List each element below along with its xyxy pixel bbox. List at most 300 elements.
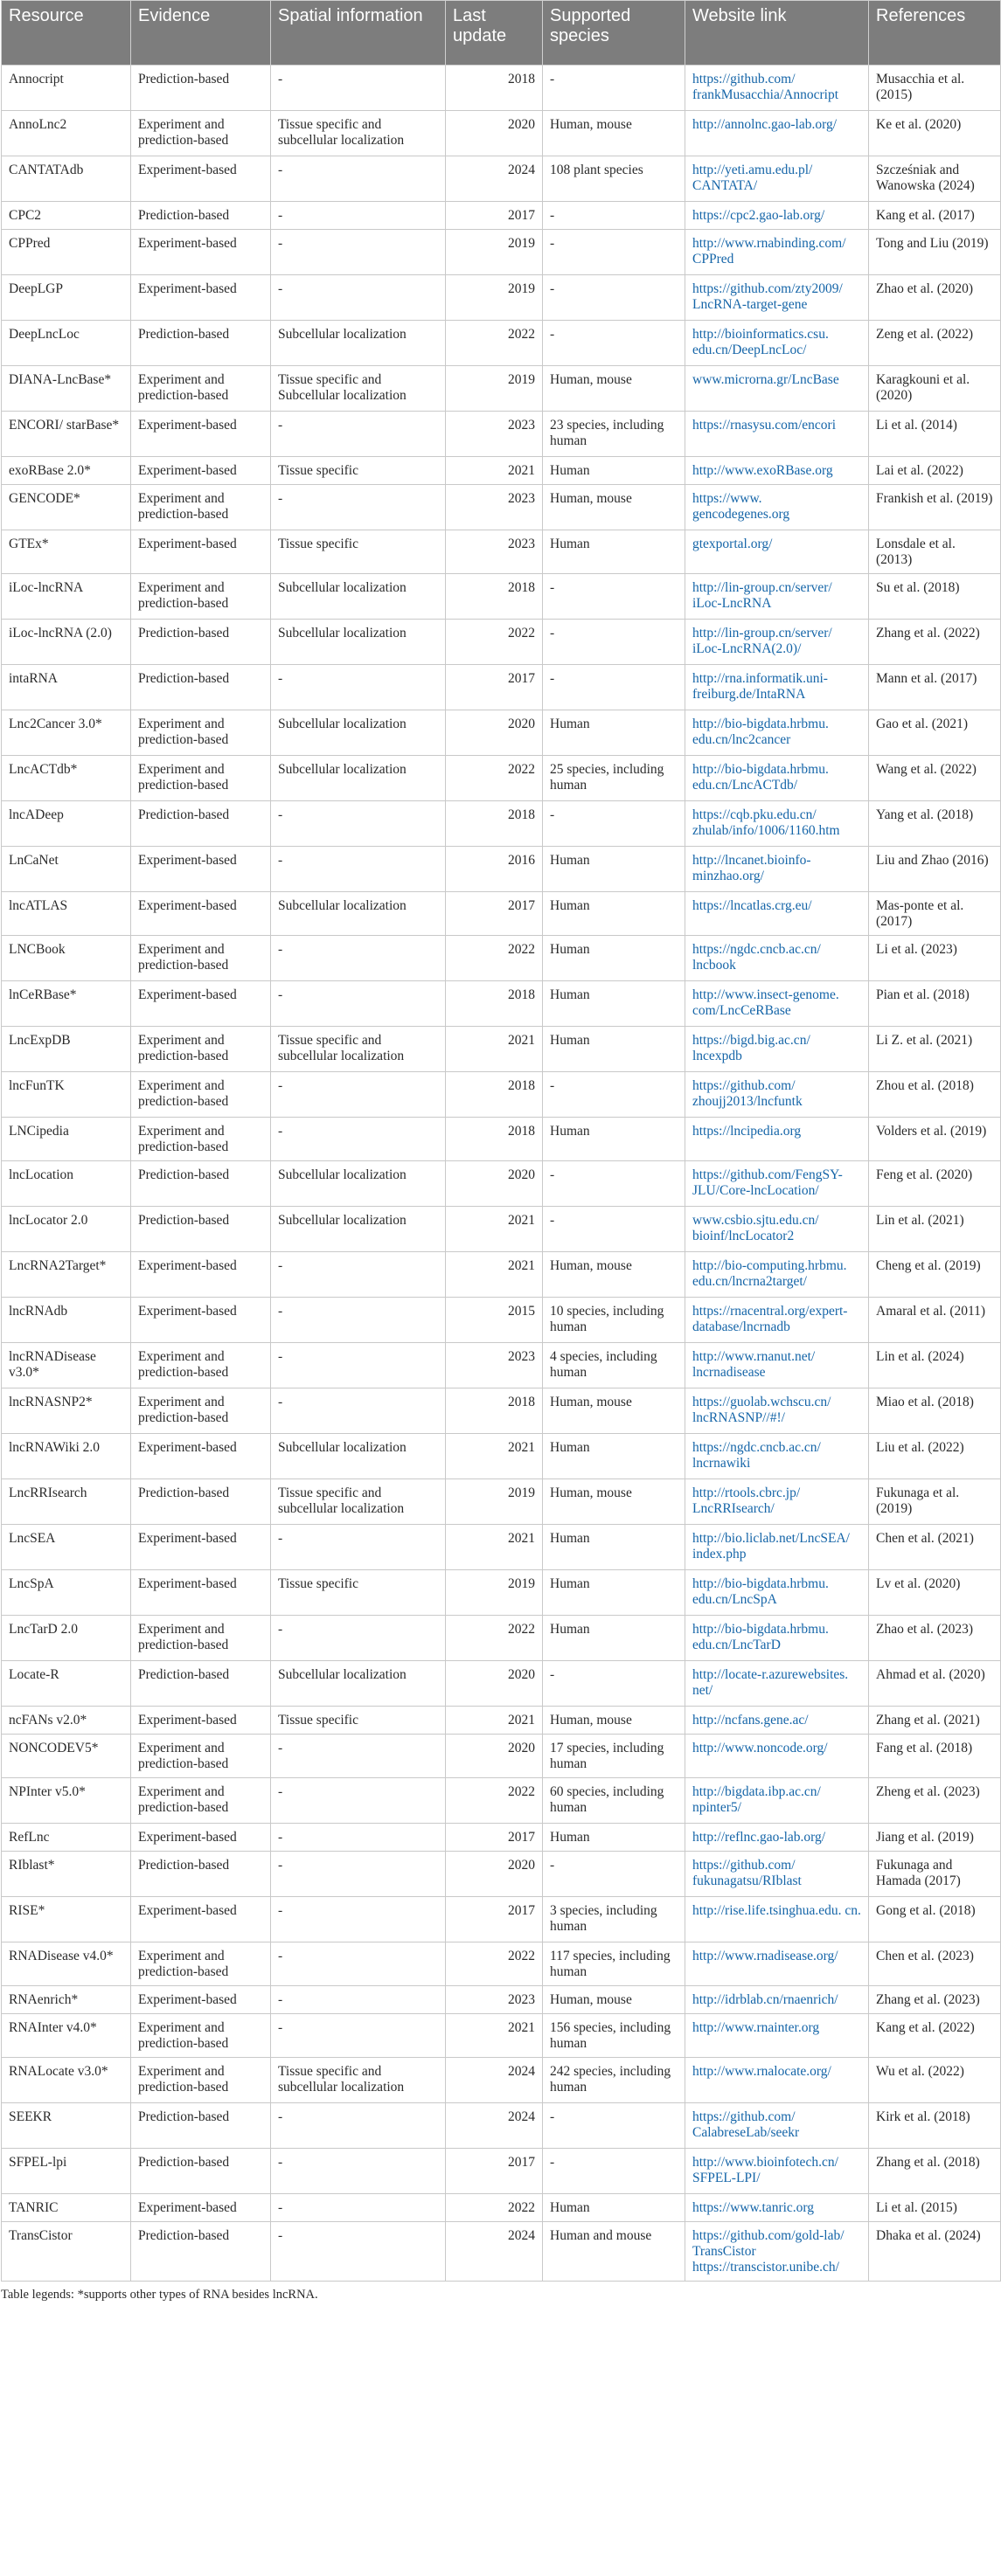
website-link-cell[interactable]: https://www. gencodegenes.org: [685, 485, 869, 530]
resource-cell: lncFunTK: [2, 1072, 131, 1118]
supported-species-cell: Human, mouse: [543, 1252, 685, 1298]
table-row: [2, 156, 1001, 202]
website-link-cell[interactable]: http://www.insect-genome. com/LncCeRBase: [685, 981, 869, 1027]
website-link-cell[interactable]: http://locate-r.azurewebsites. net/: [685, 1661, 869, 1707]
website-link-cell[interactable]: https://github.com/zty2009/ LncRNA-target-gene: [685, 275, 869, 321]
references-cell: Musacchia et al. (2015): [869, 66, 1001, 111]
last-update-cell: 2020: [446, 111, 543, 156]
website-link-cell[interactable]: http://reflnc.gao-lab.org/: [685, 1824, 869, 1852]
last-update-cell: 2021: [446, 457, 543, 485]
table-row: [2, 892, 1001, 936]
table-row: [2, 1707, 1001, 1735]
table-row: [2, 710, 1001, 756]
supported-species-cell: Human, mouse: [543, 485, 685, 530]
references-cell: Fukunaga and Hamada (2017): [869, 1852, 1001, 1897]
last-update-cell: 2021: [446, 1707, 543, 1735]
website-link-cell[interactable]: https://github.com/ zhoujj2013/lncfuntk: [685, 1072, 869, 1118]
supported-species-cell: Human: [543, 1027, 685, 1072]
website-link-cell[interactable]: gtexportal.org/: [685, 530, 869, 574]
table-legend: Table legends: *supports other types of RNA besides lncRNA.: [1, 2288, 318, 2302]
resource-cell: LncExpDB: [2, 1027, 131, 1072]
last-update-cell: 2018: [446, 1072, 543, 1118]
table-row: [2, 1616, 1001, 1661]
evidence-cell: Experiment and prediction-based: [131, 756, 271, 801]
last-update-cell: 2018: [446, 574, 543, 620]
last-update-cell: 2019: [446, 366, 543, 412]
last-update-cell: 2022: [446, 1942, 543, 1986]
references-cell: Cheng et al. (2019): [869, 1252, 1001, 1298]
references-cell: Zhang et al. (2022): [869, 620, 1001, 665]
website-link-cell[interactable]: http://bio-bigdata.hrbmu. edu.cn/LncSpA: [685, 1570, 869, 1616]
spatial-information-cell: -: [271, 801, 446, 847]
resource-cell: RNADisease v4.0*: [2, 1942, 131, 1986]
table-row: [2, 1897, 1001, 1942]
website-link-cell[interactable]: http://www.rnalocate.org/: [685, 2058, 869, 2103]
evidence-cell: Experiment and prediction-based: [131, 111, 271, 156]
evidence-cell: Experiment-based: [131, 1986, 271, 2014]
evidence-cell: Experiment-based: [131, 2194, 271, 2222]
resource-cell: NONCODEV5*: [2, 1735, 131, 1778]
last-update-cell: 2020: [446, 1735, 543, 1778]
evidence-cell: Experiment-based: [131, 1824, 271, 1852]
evidence-cell: Experiment and prediction-based: [131, 1027, 271, 1072]
table-row: [2, 202, 1001, 230]
last-update-cell: 2021: [446, 1207, 543, 1252]
table-row: [2, 665, 1001, 710]
last-update-cell: 2022: [446, 321, 543, 366]
last-update-cell: 2023: [446, 485, 543, 530]
supported-species-cell: Human, mouse: [543, 1388, 685, 1434]
spatial-information-cell: Subcellular localization: [271, 1661, 446, 1707]
evidence-cell: Prediction-based: [131, 202, 271, 230]
spatial-information-cell: Tissue specific: [271, 1570, 446, 1616]
website-link-cell[interactable]: http://ncfans.gene.ac/: [685, 1707, 869, 1735]
supported-species-cell: -: [543, 2103, 685, 2149]
evidence-cell: Experiment-based: [131, 1525, 271, 1570]
website-link-cell[interactable]: http://idrblab.cn/rnaenrich/: [685, 1986, 869, 2014]
website-link-cell[interactable]: https://github.com/ CalabreseLab/seekr: [685, 2103, 869, 2149]
table-row: [2, 756, 1001, 801]
table-row: [2, 66, 1001, 111]
spatial-information-cell: -: [271, 66, 446, 111]
supported-species-cell: -: [543, 801, 685, 847]
last-update-cell: 2020: [446, 710, 543, 756]
evidence-cell: Prediction-based: [131, 1207, 271, 1252]
spatial-information-cell: -: [271, 2014, 446, 2058]
evidence-cell: Experiment and prediction-based: [131, 936, 271, 981]
supported-species-cell: -: [543, 1661, 685, 1707]
header-resource: Resource: [2, 1, 131, 66]
resource-cell: LncACTdb*: [2, 756, 131, 801]
references-cell: Lonsdale et al. (2013): [869, 530, 1001, 574]
website-link-cell[interactable]: http://www.rnainter.org: [685, 2014, 869, 2058]
table-row: [2, 981, 1001, 1027]
resource-cell: TransCistor: [2, 2222, 131, 2282]
table-row: [2, 574, 1001, 620]
references-cell: Kang et al. (2022): [869, 2014, 1001, 2058]
resource-cell: Annocript: [2, 66, 131, 111]
resource-cell: AnnoLnc2: [2, 111, 131, 156]
last-update-cell: 2021: [446, 2014, 543, 2058]
supported-species-cell: -: [543, 1207, 685, 1252]
evidence-cell: Experiment and prediction-based: [131, 1735, 271, 1778]
website-link-cell[interactable]: https://rnacentral.org/expert- database/lncrnadb: [685, 1298, 869, 1343]
table-row: [2, 1207, 1001, 1252]
supported-species-cell: Human: [543, 892, 685, 936]
header-website-link: Website link: [685, 1, 869, 66]
spatial-information-cell: Tissue specific: [271, 457, 446, 485]
website-link-cell[interactable]: https://bigd.big.ac.cn/ lncexpdb: [685, 1027, 869, 1072]
references-cell: Lai et al. (2022): [869, 457, 1001, 485]
resource-cell: RNAInter v4.0*: [2, 2014, 131, 2058]
supported-species-cell: Human: [543, 1616, 685, 1661]
spatial-information-cell: Subcellular localization: [271, 710, 446, 756]
last-update-cell: 2020: [446, 1161, 543, 1207]
last-update-cell: 2019: [446, 1570, 543, 1616]
evidence-cell: Prediction-based: [131, 665, 271, 710]
resource-cell: DIANA-LncBase*: [2, 366, 131, 412]
last-update-cell: 2017: [446, 1897, 543, 1942]
last-update-cell: 2017: [446, 665, 543, 710]
supported-species-cell: Human: [543, 847, 685, 892]
supported-species-cell: Human, mouse: [543, 1986, 685, 2014]
spatial-information-cell: -: [271, 2103, 446, 2149]
references-cell: Kirk et al. (2018): [869, 2103, 1001, 2149]
supported-species-cell: -: [543, 202, 685, 230]
website-link-cell[interactable]: http://www.exoRBase.org: [685, 457, 869, 485]
last-update-cell: 2022: [446, 1778, 543, 1824]
resource-cell: lncLocation: [2, 1161, 131, 1207]
evidence-cell: Experiment and prediction-based: [131, 2058, 271, 2103]
table-row: [2, 1525, 1001, 1570]
website-link-cell[interactable]: https://www.tanric.org: [685, 2194, 869, 2222]
supported-species-cell: -: [543, 1161, 685, 1207]
evidence-cell: Experiment-based: [131, 156, 271, 202]
references-cell: Ahmad et al. (2020): [869, 1661, 1001, 1707]
website-link-cell[interactable]: https://lncatlas.crg.eu/: [685, 892, 869, 936]
website-link-cell[interactable]: https://rnasysu.com/encori: [685, 412, 869, 457]
references-cell: Feng et al. (2020): [869, 1161, 1001, 1207]
spatial-information-cell: Subcellular localization: [271, 620, 446, 665]
spatial-information-cell: Subcellular localization: [271, 756, 446, 801]
evidence-cell: Experiment-based: [131, 275, 271, 321]
spatial-information-cell: -: [271, 1388, 446, 1434]
spatial-information-cell: Tissue specific and subcellular localization: [271, 1027, 446, 1072]
website-link-cell[interactable]: http://lin-group.cn/server/ iLoc-LncRNA: [685, 574, 869, 620]
references-cell: Lv et al. (2020): [869, 1570, 1001, 1616]
website-link-cell[interactable]: http://www.rnabinding.com/ CPPred: [685, 230, 869, 275]
references-cell: Liu et al. (2022): [869, 1434, 1001, 1479]
website-link-cell[interactable]: http://www.noncode.org/: [685, 1735, 869, 1778]
last-update-cell: 2018: [446, 1388, 543, 1434]
last-update-cell: 2023: [446, 412, 543, 457]
references-cell: Liu and Zhao (2016): [869, 847, 1001, 892]
website-link-cell[interactable]: www.csbio.sjtu.edu.cn/ bioinf/lncLocator2: [685, 1207, 869, 1252]
last-update-cell: 2022: [446, 936, 543, 981]
website-link-cell[interactable]: https://cqb.pku.edu.cn/ zhulab/info/1006/1160.htm: [685, 801, 869, 847]
spatial-information-cell: -: [271, 230, 446, 275]
last-update-cell: 2017: [446, 1824, 543, 1852]
header-evidence: Evidence: [131, 1, 271, 66]
spatial-information-cell: Subcellular localization: [271, 892, 446, 936]
supported-species-cell: -: [543, 66, 685, 111]
website-link-cell[interactable]: http://bigdata.ibp.ac.cn/ npinter5/: [685, 1778, 869, 1824]
spatial-information-cell: Subcellular localization: [271, 321, 446, 366]
references-cell: Chen et al. (2023): [869, 1942, 1001, 1986]
header-last-update: Last update: [446, 1, 543, 66]
website-link-cell[interactable]: https://github.com/FengSY- JLU/Core-lncLocation/: [685, 1161, 869, 1207]
evidence-cell: Experiment-based: [131, 412, 271, 457]
last-update-cell: 2017: [446, 892, 543, 936]
resource-cell: LncRNA2Target*: [2, 1252, 131, 1298]
resource-cell: SEEKR: [2, 2103, 131, 2149]
supported-species-cell: 25 species, including human: [543, 756, 685, 801]
resource-cell: GENCODE*: [2, 485, 131, 530]
table-row: [2, 412, 1001, 457]
references-cell: Yang et al. (2018): [869, 801, 1001, 847]
spatial-information-cell: Tissue specific and subcellular localization: [271, 1479, 446, 1525]
table-row: [2, 1570, 1001, 1616]
table-row: [2, 530, 1001, 574]
table-row: [2, 230, 1001, 275]
last-update-cell: 2022: [446, 620, 543, 665]
resource-cell: lncRNADisease v3.0*: [2, 1343, 131, 1388]
evidence-cell: Prediction-based: [131, 2222, 271, 2282]
website-link-cell[interactable]: http://annolnc.gao-lab.org/: [685, 111, 869, 156]
evidence-cell: Experiment-based: [131, 530, 271, 574]
spatial-information-cell: -: [271, 981, 446, 1027]
table-row: [2, 1388, 1001, 1434]
website-link-cell[interactable]: http://rtools.cbrc.jp/ LncRRIsearch/: [685, 1479, 869, 1525]
table-row: [2, 457, 1001, 485]
resource-cell: CPC2: [2, 202, 131, 230]
spatial-information-cell: -: [271, 847, 446, 892]
last-update-cell: 2020: [446, 1661, 543, 1707]
website-link-cell[interactable]: http://bio-bigdata.hrbmu. edu.cn/LncTarD: [685, 1616, 869, 1661]
references-cell: Zheng et al. (2023): [869, 1778, 1001, 1824]
spatial-information-cell: Subcellular localization: [271, 574, 446, 620]
website-link-cell[interactable]: https://github.com/ frankMusacchia/Annocript: [685, 66, 869, 111]
last-update-cell: 2023: [446, 530, 543, 574]
supported-species-cell: Human, mouse: [543, 111, 685, 156]
spatial-information-cell: -: [271, 936, 446, 981]
references-cell: Szcześniak and Wanowska (2024): [869, 156, 1001, 202]
website-link-cell[interactable]: http://yeti.amu.edu.pl/ CANTATA/: [685, 156, 869, 202]
resource-cell: CPPred: [2, 230, 131, 275]
header-supported-species: Supported species: [543, 1, 685, 66]
website-link-cell[interactable]: https://guolab.wchscu.cn/ lncRNASNP//#!/: [685, 1388, 869, 1434]
evidence-cell: Prediction-based: [131, 620, 271, 665]
spatial-information-cell: Tissue specific and subcellular localization: [271, 111, 446, 156]
evidence-cell: Experiment-based: [131, 981, 271, 1027]
resource-cell: Lnc2Cancer 3.0*: [2, 710, 131, 756]
last-update-cell: 2021: [446, 1434, 543, 1479]
website-link-cell[interactable]: http://bio-computing.hrbmu. edu.cn/lncrna2target/: [685, 1252, 869, 1298]
last-update-cell: 2023: [446, 1343, 543, 1388]
header-spatial-information: Spatial information: [271, 1, 446, 66]
evidence-cell: Experiment-based: [131, 1897, 271, 1942]
last-update-cell: 2022: [446, 756, 543, 801]
last-update-cell: 2018: [446, 801, 543, 847]
last-update-cell: 2020: [446, 1852, 543, 1897]
references-cell: Li et al. (2015): [869, 2194, 1001, 2222]
header-references: References: [869, 1, 1001, 66]
resource-cell: SFPEL-lpi: [2, 2149, 131, 2194]
references-cell: Jiang et al. (2019): [869, 1824, 1001, 1852]
supported-species-cell: Human, mouse: [543, 1479, 685, 1525]
last-update-cell: 2024: [446, 2222, 543, 2282]
references-cell: Miao et al. (2018): [869, 1388, 1001, 1434]
evidence-cell: Experiment-based: [131, 1570, 271, 1616]
website-link-cell[interactable]: http://bio-bigdata.hrbmu. edu.cn/LncACTdb/: [685, 756, 869, 801]
spatial-information-cell: Tissue specific and Subcellular localization: [271, 366, 446, 412]
last-update-cell: 2018: [446, 66, 543, 111]
references-cell: Frankish et al. (2019): [869, 485, 1001, 530]
supported-species-cell: 242 species, including human: [543, 2058, 685, 2103]
last-update-cell: 2017: [446, 202, 543, 230]
spatial-information-cell: -: [271, 1252, 446, 1298]
last-update-cell: 2019: [446, 275, 543, 321]
website-link-cell[interactable]: http://www.rnanut.net/ lncrnadisease: [685, 1343, 869, 1388]
references-cell: Fang et al. (2018): [869, 1735, 1001, 1778]
table-row: [2, 2058, 1001, 2103]
website-link-cell[interactable]: https://ngdc.cncb.ac.cn/ lncrnawiki: [685, 1434, 869, 1479]
references-cell: Chen et al. (2021): [869, 1525, 1001, 1570]
spatial-information-cell: -: [271, 1986, 446, 2014]
evidence-cell: Experiment and prediction-based: [131, 1942, 271, 1986]
website-link-cell[interactable]: https://ngdc.cncb.ac.cn/ lncbook: [685, 936, 869, 981]
website-link-cell[interactable]: http://rna.informatik.uni- freiburg.de/IntaRNA: [685, 665, 869, 710]
references-cell: Kang et al. (2017): [869, 202, 1001, 230]
references-cell: Mann et al. (2017): [869, 665, 1001, 710]
spatial-information-cell: -: [271, 665, 446, 710]
resource-cell: ENCORI/ starBase*: [2, 412, 131, 457]
supported-species-cell: -: [543, 1072, 685, 1118]
resource-cell: iLoc-lncRNA: [2, 574, 131, 620]
supported-species-cell: -: [543, 321, 685, 366]
evidence-cell: Prediction-based: [131, 66, 271, 111]
website-link-cell[interactable]: http://rise.life.tsinghua.edu. cn.: [685, 1897, 869, 1942]
website-link-cell[interactable]: http://www.rnadisease.org/: [685, 1942, 869, 1986]
references-cell: Pian et al. (2018): [869, 981, 1001, 1027]
references-cell: Zhang et al. (2023): [869, 1986, 1001, 2014]
table-row: [2, 2149, 1001, 2194]
spatial-information-cell: -: [271, 412, 446, 457]
references-cell: Karagkouni et al. (2020): [869, 366, 1001, 412]
spatial-information-cell: Subcellular localization: [271, 1161, 446, 1207]
supported-species-cell: Human, mouse: [543, 1707, 685, 1735]
table-row: [2, 1298, 1001, 1343]
last-update-cell: 2018: [446, 981, 543, 1027]
table-row: [2, 111, 1001, 156]
resource-cell: RefLnc: [2, 1824, 131, 1852]
spatial-information-cell: -: [271, 1824, 446, 1852]
references-cell: Lin et al. (2024): [869, 1343, 1001, 1388]
spatial-information-cell: -: [271, 1298, 446, 1343]
website-link-cell[interactable]: https://github.com/gold-lab/ TransCistor https://transcistor.unibe.ch/: [685, 2222, 869, 2282]
resource-cell: lncRNAWiki 2.0: [2, 1434, 131, 1479]
references-cell: Zhang et al. (2021): [869, 1707, 1001, 1735]
supported-species-cell: -: [543, 275, 685, 321]
spatial-information-cell: -: [271, 2149, 446, 2194]
spatial-information-cell: -: [271, 1616, 446, 1661]
references-cell: Wu et al. (2022): [869, 2058, 1001, 2103]
references-cell: Mas-ponte et al. (2017): [869, 892, 1001, 936]
last-update-cell: 2018: [446, 1118, 543, 1161]
resource-cell: RISE*: [2, 1897, 131, 1942]
evidence-cell: Experiment and prediction-based: [131, 574, 271, 620]
table-row: [2, 1986, 1001, 2014]
table-row: [2, 321, 1001, 366]
spatial-information-cell: -: [271, 1778, 446, 1824]
table-row: [2, 847, 1001, 892]
website-link-cell[interactable]: http://bioinformatics.csu. edu.cn/DeepLncLoc/: [685, 321, 869, 366]
resource-cell: lncADeep: [2, 801, 131, 847]
website-link-cell[interactable]: http://bio-bigdata.hrbmu. edu.cn/lnc2cancer: [685, 710, 869, 756]
evidence-cell: Experiment and prediction-based: [131, 710, 271, 756]
last-update-cell: 2022: [446, 2194, 543, 2222]
references-cell: Gao et al. (2021): [869, 710, 1001, 756]
spatial-information-cell: -: [271, 202, 446, 230]
spatial-information-cell: -: [271, 156, 446, 202]
supported-species-cell: Human: [543, 936, 685, 981]
spatial-information-cell: -: [271, 1343, 446, 1388]
spatial-information-cell: -: [271, 1525, 446, 1570]
last-update-cell: 2017: [446, 2149, 543, 2194]
spatial-information-cell: -: [271, 2222, 446, 2282]
supported-species-cell: -: [543, 620, 685, 665]
supported-species-cell: -: [543, 665, 685, 710]
evidence-cell: Experiment-based: [131, 457, 271, 485]
website-link-cell[interactable]: http://www.bioinfotech.cn/ SFPEL-LPI/: [685, 2149, 869, 2194]
references-cell: Zhao et al. (2023): [869, 1616, 1001, 1661]
spatial-information-cell: Subcellular localization: [271, 1434, 446, 1479]
last-update-cell: 2024: [446, 2103, 543, 2149]
supported-species-cell: 3 species, including human: [543, 1897, 685, 1942]
evidence-cell: Experiment and prediction-based: [131, 1118, 271, 1161]
resource-cell: NPInter v5.0*: [2, 1778, 131, 1824]
spatial-information-cell: -: [271, 275, 446, 321]
website-link-cell[interactable]: https://github.com/ fukunagatsu/RIblast: [685, 1852, 869, 1897]
references-cell: Ke et al. (2020): [869, 111, 1001, 156]
website-link-cell[interactable]: https://cpc2.gao-lab.org/: [685, 202, 869, 230]
evidence-cell: Prediction-based: [131, 1479, 271, 1525]
supported-species-cell: 10 species, including human: [543, 1298, 685, 1343]
website-link-cell[interactable]: http://bio.liclab.net/LncSEA/ index.php: [685, 1525, 869, 1570]
table-row: [2, 1118, 1001, 1161]
spatial-information-cell: -: [271, 2194, 446, 2222]
evidence-cell: Experiment and prediction-based: [131, 2014, 271, 2058]
last-update-cell: 2019: [446, 1479, 543, 1525]
references-cell: Dhaka et al. (2024): [869, 2222, 1001, 2282]
supported-species-cell: Human: [543, 710, 685, 756]
table-row: [2, 1661, 1001, 1707]
last-update-cell: 2021: [446, 1252, 543, 1298]
supported-species-cell: -: [543, 2149, 685, 2194]
website-link-cell[interactable]: http://lin-group.cn/server/ iLoc-LncRNA(2.0)/: [685, 620, 869, 665]
resource-cell: lncATLAS: [2, 892, 131, 936]
website-link-cell[interactable]: https://lncipedia.org: [685, 1118, 869, 1161]
spatial-information-cell: -: [271, 1852, 446, 1897]
resource-cell: CANTATAdb: [2, 156, 131, 202]
references-cell: Zhou et al. (2018): [869, 1072, 1001, 1118]
table-row: [2, 1252, 1001, 1298]
website-link-cell[interactable]: www.microrna.gr/LncBase: [685, 366, 869, 412]
resource-cell: LnCaNet: [2, 847, 131, 892]
resource-cell: DeepLncLoc: [2, 321, 131, 366]
website-link-cell[interactable]: http://lncanet.bioinfo- minzhao.org/: [685, 847, 869, 892]
references-cell: Li et al. (2023): [869, 936, 1001, 981]
